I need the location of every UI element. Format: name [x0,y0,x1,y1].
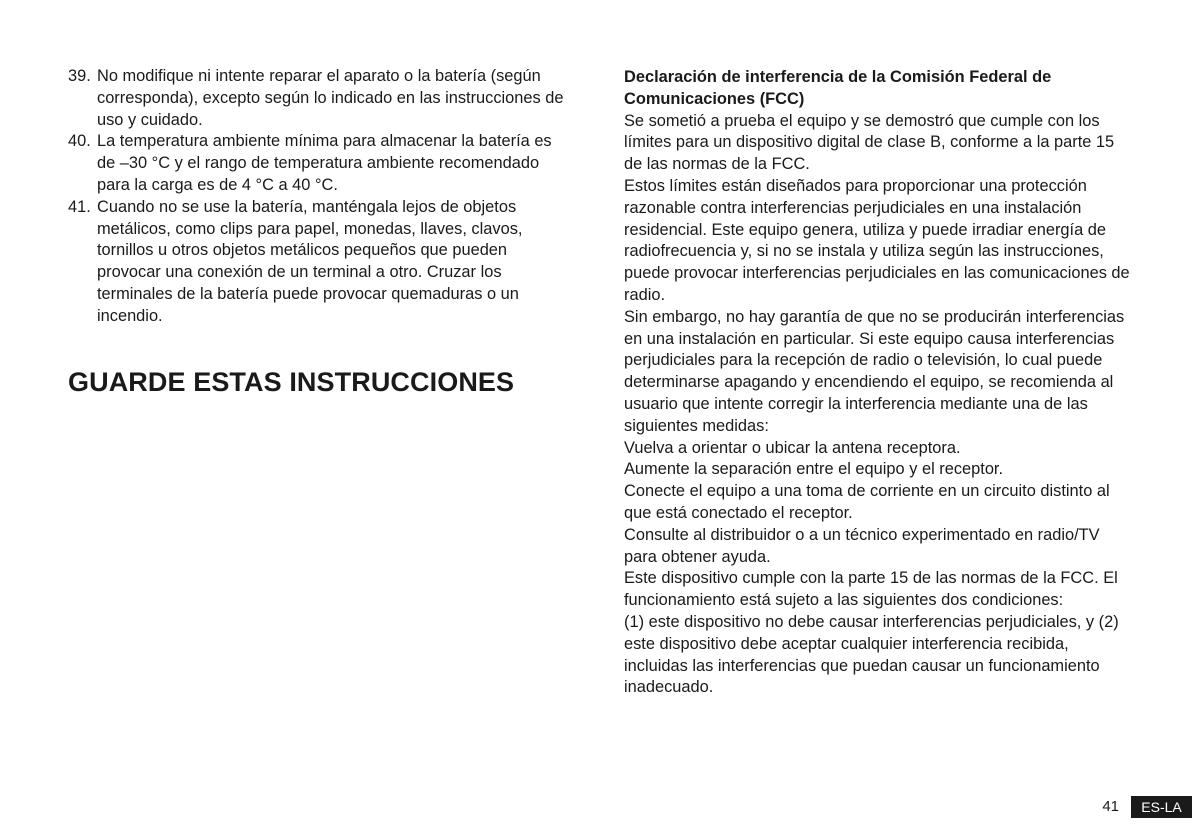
fcc-measure: Aumente la separación entre el equipo y el receptor. [624,460,1004,479]
fcc-measure: Vuelva a orientar o ubicar la antena receptora. [624,438,961,457]
fcc-measure: Conecte el equipo a una toma de corriente en un circuito distinto al que está conectado el receptor. [624,482,1110,522]
fcc-paragraph: Sin embargo, no hay garantía de que no se producirán interferencias en una instalación en particular. Si este equipo causa interferencias perjudiciales para la recepción de radio o televisión, lo cual puede determinarse apagando y encendiendo el equipo, se recomienda al usuario que intente corregir la interferencia mediante una de las siguientes medidas: [624,307,1125,435]
fcc-paragraph: (1) este dispositivo no debe causar interferencias perjudiciales, y (2) este dispositivo debe aceptar cualquier interferencia recibida, incluidas las interferencias que puedan causar un funcionamiento inadecuado. [624,612,1119,697]
fcc-paragraph: Estos límites están diseñados para proporcionar una protección razonable contra interferencias perjudiciales en una instalación residencial. Este equipo genera, utiliza y puede irradiar energía de radiofrecuencia y, si no se instala y utiliza según las instrucciones, puede provocar interferencias perjudiciales en las comunicaciones de radio. [624,176,1130,304]
safety-instructions-list [68,66,568,328]
fcc-title: Declaración de interferencia de la Comisión Federal de Comunicaciones (FCC) [624,68,1052,108]
list-item-text: Cuando no se use la batería, manténgala lejos de objetos metálicos, como clips para papel, monedas, llaves, clavos, tornillos u otros objetos metálicos pequeños que pueden provocar una conexión de un terminal a otro. Cruzar los terminales de la batería puede provocar quemaduras o un incendio. [97,197,523,325]
page-footer [1102,796,1192,818]
list-item [68,66,568,131]
list-item-text: No modifique ni intente reparar el aparato o la batería (según corresponda), excepto según lo indicado en las instrucciones de uso y cuidado. [97,67,564,129]
language-badge: ES-LA [1131,796,1192,818]
list-item-number: 39. [68,67,91,85]
list-item [68,131,568,196]
save-instructions-heading: GUARDE ESTAS INSTRUCCIONES [68,367,515,397]
list-item-number: 41. [68,197,91,216]
page-number: 41 [1102,798,1119,815]
list-item-number: 40. [68,132,91,151]
fcc-measure: Consulte al distribuidor o a un técnico experimentado en radio/TV para obtener ayuda. [624,525,1100,566]
fcc-statement [624,67,1134,699]
fcc-paragraph: Se sometió a prueba el equipo y se demostró que cumple con los límites para un dispositivo digital de clase B, conforme a la parte 15 de las normas de la FCC. [624,111,1115,174]
list-item-text: La temperatura ambiente mínima para almacenar la batería es de –30 °C y el rango de temperatura ambiente recomendado para la carga es de 4 °C a 40 °C. [97,132,552,194]
fcc-paragraph: Este dispositivo cumple con la parte 15 de las normas de la FCC. El funcionamiento está sujeto a las siguientes dos condiciones: [624,569,1118,610]
list-item [68,197,568,328]
